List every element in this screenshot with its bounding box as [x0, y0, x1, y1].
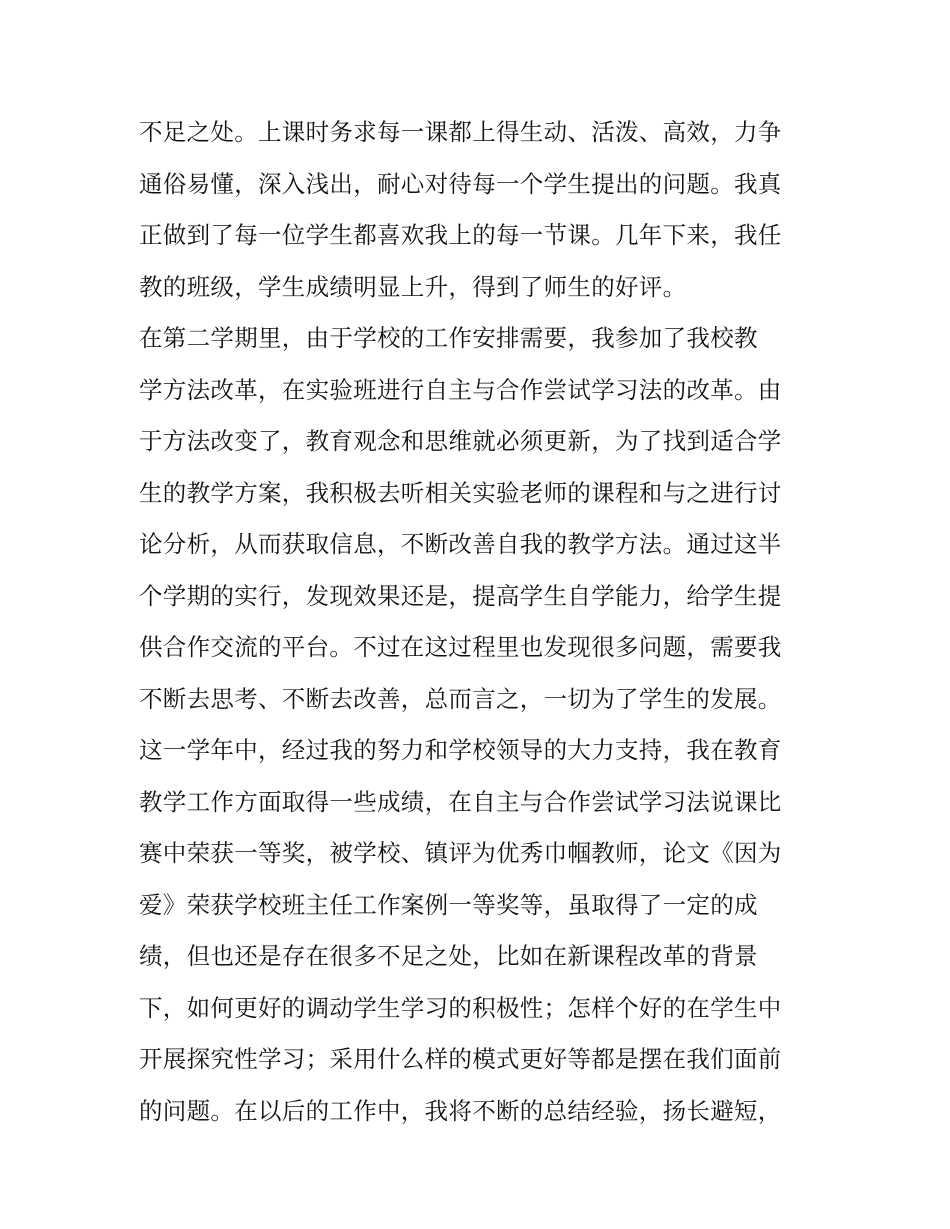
- text-line: 不足之处。上课时务求每一课都上得生动、活泼、高效，力争: [139, 118, 782, 146]
- text-line: 教的班级，学生成绩明显上升，得到了师生的好评。: [139, 272, 687, 301]
- text-line: 的问题。在以后的工作中，我将不断的总结经验，扬长避短，: [139, 1096, 782, 1125]
- text-line: 这一学年中，经过我的努力和学校领导的大力支持，我在教育: [139, 736, 782, 764]
- text-line: 个学期的实行，发现效果还是，提高学生自学能力，给学生提: [139, 581, 782, 610]
- text-line: 论分析，从而获取信息，不断改善自我的教学方法。通过这半: [139, 530, 782, 558]
- text-line: 教学工作方面取得一些成绩，在自主与合作尝试学习法说课比: [139, 787, 782, 816]
- text-line: 供合作交流的平台。不过在这过程里也发现很多问题，需要我: [139, 633, 782, 661]
- text-line: 于方法改变了，教育观念和思维就必须更新，为了找到适合学: [139, 427, 782, 455]
- text-line: 赛中荣获一等奖，被学校、镇评为优秀巾帼教师，论文《因为: [139, 839, 782, 867]
- text-line: 绩，但也还是存在很多不足之处，比如在新课程改革的背景: [139, 942, 758, 970]
- text-line: 开展探究性学习；采用什么样的模式更好等都是摆在我们面前: [139, 1045, 782, 1073]
- text-line: 通俗易懂，深入浅出，耐心对待每一个学生提出的问题。我真: [139, 169, 782, 198]
- text-line: 生的教学方案，我积极去听相关实验老师的课程和与之进行讨: [139, 478, 782, 507]
- text-line: 正做到了每一位学生都喜欢我上的每一节课。几年下来，我任: [139, 221, 782, 249]
- text-line: 在第二学期里，由于学校的工作安排需要，我参加了我校教: [139, 324, 758, 352]
- text-line: 下，如何更好的调动学生学习的积极性；怎样个好的在学生中: [139, 993, 782, 1022]
- text-line: 爱》荣获学校班主任工作案例一等奖等，虽取得了一定的成: [139, 890, 758, 919]
- text-line: 不断去思考、不断去改善，总而言之，一切为了学生的发展。: [139, 684, 782, 713]
- text-line: 学方法改革，在实验班进行自主与合作尝试学习法的改革。由: [139, 375, 782, 404]
- body-text: [139, 107, 829, 1137]
